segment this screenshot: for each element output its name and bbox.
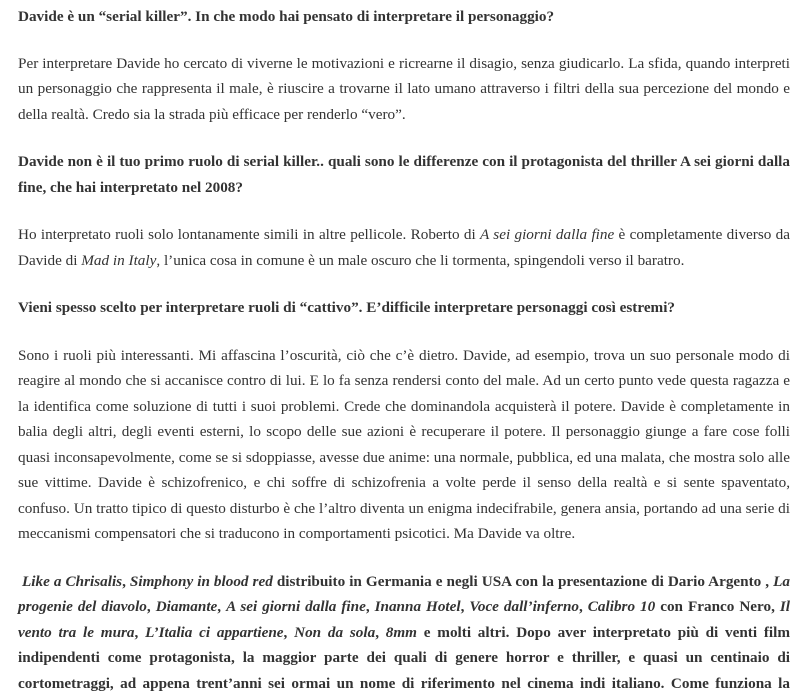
answer-3: Sono i ruoli più interessanti. Mi affascina l’oscurità, ciò che c’è dietro. Davide, ad esempio, trova un suo personale modo di reagire al mondo che si accanisce contro di lui. E lo fa senza rendersi conto del male. Ad un certo punto vede questa ragazza e la identifica come soluzione di tutti i suoi problemi. Crede che dominandola acquisterà il potere. Davide è completamente in balia degli altri, degli eventi esterni, lo scopo delle sue azioni è recuperare il potere. Il personaggio giunge a fare cose folli quasi inconsapevolmente, come se si sdoppiasse, avesse due anime: una normale, pubblica, ed una malata, che mostra solo alle sue vittime. Davide è schizofrenico, e chi soffre di schizofrenia a volte perde il senso della realtà e si sente spaventato, confuso. Un tratto tipico di questo disturbo è che l’altro diventa un enigma indecifrabile, genera ansia, portando ad una serie di meccanismi compensatori che si traducono in comportamenti psicotici. Ma Davide va oltre. <box>18 343 790 547</box>
question-3: Vieni spesso scelto per interpretare ruoli di “cattivo”. E’difficile interpretare personaggi così estremi? <box>18 295 790 321</box>
answer-2-text-1: Ho interpretato ruoli solo lontanamente simili in altre pellicole. Roberto di <box>18 226 480 243</box>
separator-text: , <box>284 624 295 641</box>
question-4-text: con Franco Nero, <box>655 598 780 615</box>
separator-text: , <box>122 573 130 590</box>
film-title: Il vento tra le mura <box>18 598 790 641</box>
film-title: Voce dall’inferno <box>469 598 579 615</box>
separator-text: , <box>461 598 470 615</box>
question-4-text: e molti altri. Dopo aver interpretato più di venti film indipendenti come protagonista, la maggior parte dei quali di genere horror e thriller, e quasi un centinaio di cortometraggi, ad appena trent’anni sei ormai un nome di riferimento nel cinema indi italiano. Come funziona la <box>18 624 790 692</box>
film-title: Calibro 10 <box>588 598 655 615</box>
film-title: Diamante <box>156 598 218 615</box>
film-title: 8mm <box>386 624 417 641</box>
film-title: Simphony in blood red <box>130 573 273 590</box>
question-2: Davide non è il tuo primo ruolo di serial killer.. quali sono le differenze con il protagonista del thriller A sei giorni dalla fine, che hai interpretato nel 2008? <box>18 149 790 200</box>
answer-2 <box>18 222 790 273</box>
separator-text: , <box>135 624 146 641</box>
film-title: Like a Chrisalis <box>22 573 122 590</box>
film-title-a-sei-giorni: A sei giorni dalla fine <box>480 226 614 243</box>
film-title: La progenie del diavolo <box>18 573 790 616</box>
answer-2-text-2: è completamente diverso da Davide di <box>18 226 790 269</box>
separator-text: , <box>147 598 156 615</box>
separator-text: , <box>375 624 386 641</box>
question-4-text: distribuito in Germania e negli USA con la presentazione di Dario Argento , <box>273 573 773 590</box>
answer-1: Per interpretare Davide ho cercato di viverne le motivazioni e ricrearne il disagio, senza giudicarlo. La sfida, quando interpreti un personaggio che rappresenta il male, è riuscire a trovarne il lato umano attraverso i filtri della sua percezione del mondo e della realtà. Credo sia la strada più efficace per renderlo “vero”. <box>18 51 790 128</box>
answer-2-text-3: , l’unica cosa in comune è un male oscuro che li tormenta, spingendoli verso il baratro. <box>156 252 684 269</box>
separator-text: , <box>366 598 375 615</box>
question-1: Davide è un “serial killer”. In che modo hai pensato di interpretare il personaggio? <box>18 4 790 30</box>
separator-text: , <box>579 598 588 615</box>
film-title-mad-in-italy: Mad in Italy <box>81 252 156 269</box>
film-title: Inanna Hotel <box>375 598 461 615</box>
film-title: L’Italia ci appartiene <box>145 624 283 641</box>
film-title: Non da sola <box>294 624 375 641</box>
film-title: A sei giorni dalla fine <box>226 598 366 615</box>
separator-text: , <box>217 598 226 615</box>
question-4 <box>18 569 790 696</box>
